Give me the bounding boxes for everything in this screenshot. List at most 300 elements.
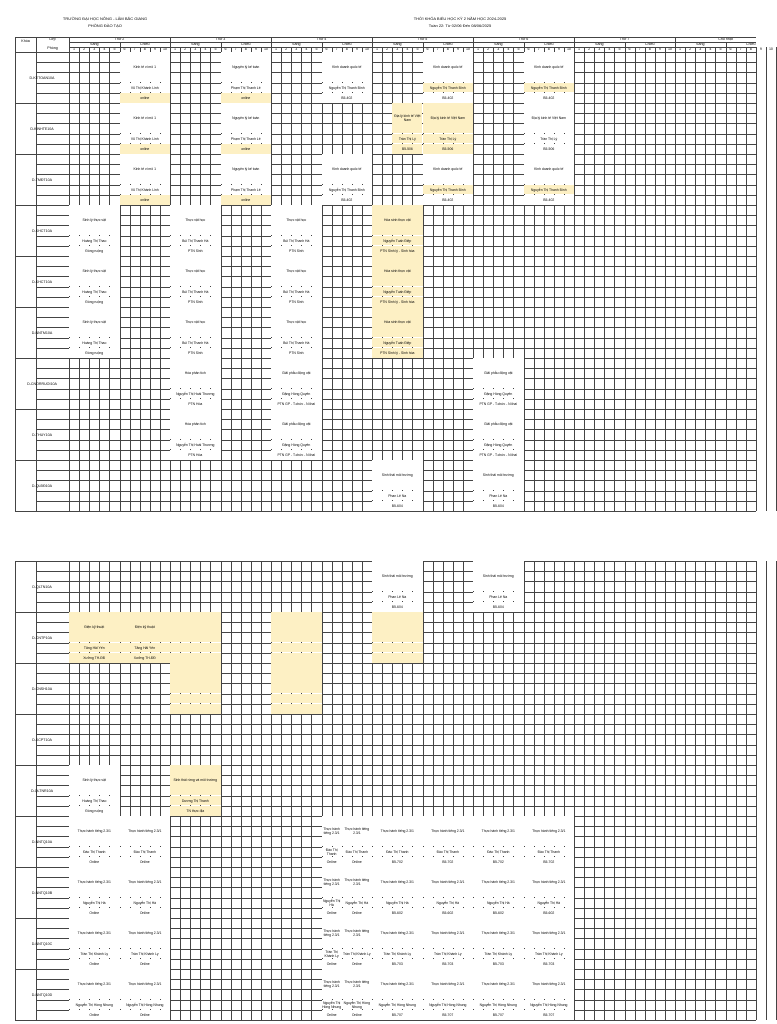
grid-line [614,47,615,511]
grid-line [352,47,353,511]
room-cell: PTN Sinh lý - Sinh hóa [372,348,423,357]
room-cell: Online [322,857,342,866]
room-cell: Online [342,908,372,917]
teacher-cell: Nguyễn Thị Hồng Nhung [343,1000,370,1009]
department-name: PHÒNG ĐÀO TẠO [88,23,122,28]
grid-line [36,724,756,725]
class-name: D-QLĐĐ10A [31,483,53,488]
room-cell: B5-402 [524,195,575,204]
subject-cell[interactable]: Thực hành tiếng 2.3/1 [423,867,474,897]
subject-cell[interactable]: Kinh doanh quốc tế [524,154,575,184]
grid-line [635,561,636,1020]
grid-line [766,561,767,1020]
subject-cell[interactable]: Thực hành tiếng 2.3/1 [423,969,474,999]
period-number: 3 [396,47,399,51]
session-afternoon: Chiều [746,42,756,46]
subject-cell[interactable]: Thực hành tiếng 2.3/1 [342,867,372,897]
subject-cell[interactable]: Thực hành tiếng 2.3/1 [322,816,342,846]
subject-cell[interactable]: Địa lý kinh tế Việt Nam [524,103,575,133]
room-cell: PTN Sinh [271,348,322,357]
room-cell: PTN Sinh [271,297,322,306]
room-cell: B5-707 [423,1010,474,1019]
period-number: 2 [487,47,490,51]
teacher-cell: Nguyễn Thị Thanh Bình [524,83,575,92]
grid-line [36,399,756,400]
subject-cell[interactable]: Nguyên lý kế toán [221,154,272,184]
teacher-cell: Hoàng Thị Thao [69,236,120,245]
teacher-cell: Trần Thị Lý [423,134,474,143]
grid-line [675,561,676,1020]
grid-line [36,440,756,441]
subject-cell[interactable]: Địa lý kinh tế Việt Nam [392,103,422,133]
period-number: 5 [618,47,621,51]
day-header: Thứ 2 [114,37,125,41]
subject-cell[interactable]: Địa lý kinh tế Việt Nam [423,103,474,133]
teacher-cell: Nguyễn Thị Hà [423,898,474,907]
subject-cell[interactable]: Hóa sinh thực vật [372,256,423,286]
subject-cell[interactable]: Thực hành tiếng 2.3/1 [120,918,171,948]
room-cell: PTN Sinh [170,246,221,255]
room-cell: B5-602 [372,908,423,917]
session-morning: Sáng [191,42,200,46]
grid-line [655,47,656,511]
subject-cell[interactable]: Điện kỹ thuật [120,612,171,642]
session-morning: Sáng [494,42,503,46]
grid-line [746,47,747,511]
teacher-cell: Nguyễn Thị Hoài Thương [170,440,221,449]
teacher-cell: Vũ Thị Khánh Linh [120,134,171,143]
teacher-cell: Nguyễn Thị Hà [473,898,524,907]
subject-cell[interactable]: Thực hành tiếng 2.3/1 [372,918,423,948]
subject-cell[interactable]: Thực hành tiếng 2.3/1 [372,816,423,846]
subject-cell[interactable] [372,612,423,642]
period-number: 1 [578,47,581,51]
subject-cell[interactable]: Thực hành tiếng 2.3/1 [322,918,342,948]
grid-line [36,745,756,746]
room-cell: B5-602 [524,908,575,917]
room-cell: Online [120,857,171,866]
subject-cell[interactable]: Kinh doanh quốc tế [322,52,373,82]
grid-line [705,561,706,1020]
grid-line [221,561,222,1020]
subject-cell[interactable]: Thực hành tiếng 2.3/1 [423,918,474,948]
room-cell: PTN GP - T.chức - N.thai [473,399,524,408]
teacher-cell: Nguyễn Thị Hồng Nhung [120,1000,171,1009]
subject-cell[interactable]: Thực hành tiếng 2.3/1 [69,969,120,999]
subject-cell[interactable]: Giải phẫu động vật [271,358,322,388]
period-number: 8 [446,47,449,51]
period-number: 7 [537,47,540,51]
grid-line [625,561,626,1020]
subject-cell[interactable]: Thực hành tiếng 2.3/1 [120,867,171,897]
subject-cell[interactable]: Nguyên lý kế toán [221,52,272,82]
room-cell: B5-703 [524,959,575,968]
period-number: 4 [709,47,712,51]
subject-cell[interactable]: Thực vật học [271,307,322,337]
room-cell: B5-506 [524,144,575,153]
class-name: D-CNORRUOI10A [27,381,57,386]
period-number: 2 [285,47,288,51]
teacher-cell: Trần Thị Lý [392,134,422,143]
room-cell: Online [120,1010,171,1019]
teacher-cell: Trần Thị Lý [524,134,575,143]
teacher-cell: Phạm Thị Thanh Lê [221,134,272,143]
subject-cell[interactable]: Kinh tế vi mô 1 [120,103,171,133]
subject-cell[interactable]: Thực hành tiếng 2.3/1 [524,816,575,846]
timetable-title: THỜI KHÓA BIỂU HỌC KỲ 2 NĂM HỌC 2024-2025 [413,16,507,21]
period-number: 3 [194,47,197,51]
subject-cell[interactable]: Sinh thái rừng và môi trường [170,765,221,795]
teacher-cell: Đào Thị Thanh [423,847,474,856]
subject-cell[interactable]: Sinh lý thực vật [69,307,120,337]
grid-line [362,47,363,511]
grid-line [736,47,737,511]
room-cell: B5-402 [322,93,373,102]
teacher-cell: Nguyễn Thị Hà [372,898,423,907]
grid-line [15,358,756,359]
teacher-cell: Nguyễn Thị Thanh Bình [423,185,474,194]
subject-cell[interactable]: Giải phẫu động vật [271,409,322,439]
room-cell: PTN Hóa [170,399,221,408]
room-cell [170,704,221,713]
session-afternoon: Chiều [140,42,150,46]
room-cell: Đồng ruộng [69,297,120,306]
teacher-cell: Trần Thị Khánh Ly [342,949,372,958]
period-number: 4 [507,47,510,51]
subject-cell[interactable]: Sinh lý thực vật [69,205,120,235]
teacher-cell: Trần Thị Khánh Ly [120,949,171,958]
teacher-cell: Đào Thị Thanh [372,847,423,856]
teacher-cell: Nguyễn Thị Hà [524,898,575,907]
class-name: D-CNTP10A [32,635,52,640]
period-number: 2 [83,47,86,51]
teacher-cell: Nguyễn Thị Thanh Bình [423,83,474,92]
subject-cell[interactable]: Nguyên lý kế toán [221,103,272,133]
period-number: 6 [628,47,631,51]
class-name: D-NNTQ10D [31,992,53,997]
period-number: 5 [517,47,520,51]
subject-cell[interactable] [170,663,221,693]
subject-cell[interactable]: Kinh doanh quốc tế [423,52,474,82]
room-cell: PTN Sinh [271,246,322,255]
subject-cell[interactable]: Thực hành tiếng 2.3/1 [69,867,120,897]
grid-line [15,663,756,664]
subject-cell[interactable]: Kinh tế vi mô 1 [120,52,171,82]
period-number: 9 [254,47,257,51]
room-cell: B5-402 [423,195,474,204]
room-cell: Xưởng TH-ĐĐ [69,653,120,662]
room-cell: B5-402 [322,195,373,204]
grid-line [635,47,636,511]
period-number: 2 [689,47,692,51]
subject-cell[interactable]: Giải phẫu động vật [473,409,524,439]
subject-cell[interactable]: Thực hành tiếng 2.3/1 [322,867,342,897]
grid-line [36,704,756,705]
grid-line [715,47,716,511]
grid-line [36,389,756,390]
teacher-cell: Nguyễn Thị Hồng Nhung [69,1000,120,1009]
room-cell [271,704,322,713]
subject-cell[interactable]: Hóa sinh thực vật [372,205,423,235]
room-cell: PTN Sinh [170,348,221,357]
subject-cell[interactable]: Thực hành tiếng 2.3/1 [423,816,474,846]
teacher-cell: Đào Thị Thanh [524,847,575,856]
room-cell: online [120,93,171,102]
room-cell: PTN GP - T.chức - N.thai [271,450,322,459]
room-cell: B5-506 [423,144,474,153]
period-number: 7 [638,47,641,51]
room-cell: Xưởng TH-ĐĐ [120,653,171,662]
period-number: 9 [557,47,560,51]
grid-line [231,561,232,1020]
class-name: D-KINHTE10A [30,126,54,131]
teacher-cell: Nguyễn Thị Hà [120,898,171,907]
grid-line [15,765,756,766]
teacher-cell: Phạm Thị Thanh Lê [221,185,272,194]
teacher-cell: Trần Thị Khánh Ly [69,949,120,958]
period-number: 5 [214,47,217,51]
period-number: 10 [263,47,268,51]
period-number: 9 [153,47,156,51]
subject-cell[interactable]: Thực hành tiếng 2.3/1 [342,816,372,846]
room-cell: Đồng ruộng [69,246,120,255]
subject-cell[interactable]: Sinh lý thực vật [69,765,120,795]
teacher-cell: Nguyễn Thị Hồng Nhung [423,1000,474,1009]
subject-cell[interactable]: Sinh thái môi trường [372,460,423,490]
grid-line [36,694,756,695]
subject-cell[interactable]: Hóa sinh thực vật [372,307,423,337]
room-cell: online [221,195,272,204]
teacher-cell: Tăng Hải Yến [120,643,171,652]
day-header: Thứ 7 [619,37,630,41]
period-number: 6 [426,47,429,51]
session-morning: Sáng [393,42,402,46]
room-cell: PTN GP - T.chức - N.thai [271,399,322,408]
grid-line [36,368,756,369]
teacher-cell: Nguyễn Thị Thanh Bình [322,83,373,92]
teacher-cell: Nguyễn Tuấn Điệp [372,287,423,296]
class-name: D-KCPT10A [32,737,52,742]
grid-line [36,419,756,420]
room-cell: B5-602 [473,908,524,917]
room-cell: B5-702 [372,857,423,866]
grid-line [241,561,242,1020]
teacher-cell: Phan Lê Na [372,491,423,500]
room-cell: online [120,144,171,153]
subject-cell[interactable]: Thực vật học [170,256,221,286]
subject-cell[interactable]: Thực vật học [271,256,322,286]
subject-cell[interactable]: Thực hành tiếng 2.3/1 [524,918,575,948]
session-afternoon: Chiều [645,42,655,46]
period-number: 1 [679,47,682,51]
subject-cell[interactable]: Thực hành tiếng 2.3/1 [473,816,524,846]
period-number: 1 [174,47,177,51]
room-cell: B5-402 [423,93,474,102]
grid-line [15,511,756,512]
session-morning: Sáng [292,42,301,46]
subject-cell[interactable]: Thực hành tiếng 2.3/1 [69,816,120,846]
teacher-cell: Vũ Thị Khánh Linh [120,185,171,194]
teacher-cell: Đào Thị Thanh [342,847,372,856]
subject-cell[interactable]: Thực hành tiếng 2.3/1 [524,867,575,897]
room-cell [170,653,221,662]
grid-line [36,450,756,451]
grid-line [715,561,716,1020]
teacher-cell: Bùi Thị Thanh Hà [271,236,322,245]
grid-line [36,806,756,807]
room-cell: Online [322,1010,342,1019]
class-name: D-NNTQ10B [31,890,53,895]
teacher-cell: Trần Thị Khánh Ly [524,949,575,958]
subject-cell[interactable]: Thực hành tiếng 2.3/1 [473,918,524,948]
teacher-cell: Bùi Thị Thanh Hà [271,338,322,347]
period-number: 6 [123,47,126,51]
grid-line [36,683,756,684]
grid-line [36,785,756,786]
teacher-cell: Bùi Thị Thanh Hà [170,338,221,347]
period-number: 3 [598,47,601,51]
day-header: Thứ 5 [417,37,428,41]
grid-line [584,561,585,1020]
room-cell: TN thực địa [170,806,221,815]
subject-cell[interactable]: Thực hành tiếng 2.3/1 [69,918,120,948]
grid-line [685,47,686,511]
teacher-cell: Đào Thị Thanh [69,847,120,856]
teacher-cell: Đào Thị Thanh [322,847,342,856]
teacher-cell: Hoàng Thị Thao [69,796,120,805]
class-name: D-KHCT10A [32,228,52,233]
teacher-cell [372,643,423,652]
week-range: Tuần 22: Từ 02/06 Đến 08/06/2025 [428,23,492,28]
teacher-cell: Bùi Thị Thanh Hà [170,236,221,245]
subject-cell[interactable] [271,612,322,642]
grid-line [36,378,756,379]
subject-cell[interactable]: Kinh doanh quốc tế [322,154,373,184]
day-header: Thứ 4 [316,37,327,41]
class-name: D-TMĐT10A [31,177,53,182]
subject-cell[interactable]: Giải phẫu động vật [473,358,524,388]
room-cell: Online [322,959,342,968]
subject-cell[interactable]: Thực vật học [271,205,322,235]
room-cell: B5-703 [473,959,524,968]
period-number: 6 [325,47,328,51]
period-number: 4 [305,47,308,51]
teacher-cell: Trần Thị Khánh Ly [473,949,524,958]
period-number: 6 [729,47,732,51]
subject-cell[interactable]: Sinh thái môi trường [372,561,423,591]
subject-cell[interactable]: Kinh doanh quốc tế [423,154,474,184]
class-name: D-KHCT10A [32,279,52,284]
subject-cell[interactable]: Kinh tế vi mô 1 [120,154,171,184]
subject-cell[interactable]: Thực hành tiếng 2.3/1 [342,969,372,999]
class-name: D-THUY10A [32,432,52,437]
room-cell: Online [69,959,120,968]
subject-cell[interactable]: Sinh thái môi trường [473,561,524,591]
class-name: D-KETOAN10A [29,75,55,80]
grid-line [726,561,727,1020]
grid-line [645,47,646,511]
subject-cell[interactable]: Thực hành tiếng 2.3/1 [473,867,524,897]
period-number: 10 [162,47,167,51]
subject-cell[interactable]: Sinh lý thực vật [69,256,120,286]
subject-cell[interactable]: Thực vật học [170,205,221,235]
grid-line [36,734,756,735]
subject-cell[interactable]: Thực hành tiếng 2.3/1 [322,969,342,999]
room-cell: B5-604 [372,602,423,611]
subject-cell[interactable]: Sinh thái môi trường [473,460,524,490]
period-number: 3 [93,47,96,51]
subject-cell[interactable]: Hóa phân tích [170,358,221,388]
class-name: D-CNSH10A [31,686,53,691]
timetable-sheet-2 [15,561,756,1024]
subject-cell[interactable]: Thực hành tiếng 2.3/1 [524,969,575,999]
teacher-cell: Nguyễn Thị Hồng Nhung [524,1000,575,1009]
room-cell: B5-604 [473,501,524,510]
room-cell: Online [120,908,171,917]
period-number: 3 [699,47,702,51]
period-number: 4 [608,47,611,51]
session-afternoon: Chiều [241,42,251,46]
subject-cell[interactable] [170,612,221,642]
grid-line [584,47,585,511]
class-name: D-QLTNR10A [30,788,54,793]
subject-cell[interactable]: Thực vật học [170,307,221,337]
grid-line [756,561,757,1020]
room-cell: Online [342,857,372,866]
grid-line [332,47,333,511]
grid-line [342,47,343,511]
period-number: 5 [315,47,318,51]
school-name: TRƯỜNG ĐẠI HỌC NÔNG - LÂM BẮC GIANG [62,16,148,21]
subject-cell[interactable]: Thực hành tiếng 2.3/1 [372,969,423,999]
teacher-cell: Bùi Thị Thanh Hà [170,287,221,296]
period-number: 2 [184,47,187,51]
teacher-cell: Đào Thị Thanh [473,847,524,856]
teacher-cell [271,694,322,703]
period-number: 4 [103,47,106,51]
period-number: 8 [749,47,752,51]
subject-cell[interactable]: Điện kỹ thuật [69,612,120,642]
class-name: D-NNTQ10C [31,941,53,946]
col-lop: Lớp [49,37,56,41]
subject-cell[interactable]: Hóa phân tích [170,409,221,439]
room-cell: Online [120,959,171,968]
room-cell: Online [69,1010,120,1019]
teacher-cell: Phan Lê Na [372,592,423,601]
subject-cell[interactable]: Kinh doanh quốc tế [524,52,575,82]
period-number: 10 [364,47,369,51]
period-number: 10 [768,47,773,51]
teacher-cell: Phan Lê Na [473,592,524,601]
day-header: Thứ 3 [215,37,226,41]
grid-line [746,561,747,1020]
room-cell: B5-702 [473,857,524,866]
subject-cell[interactable]: Thực hành tiếng 2.3/1 [342,918,372,948]
subject-cell[interactable]: Thực hành tiếng 2.3/1 [372,867,423,897]
period-number: 5 [113,47,116,51]
grid-line [736,561,737,1020]
room-cell: Đồng ruộng [69,348,120,357]
subject-cell[interactable]: Thực hành tiếng 2.3/1 [120,816,171,846]
subject-cell[interactable]: Thực hành tiếng 2.3/1 [473,969,524,999]
period-number: 8 [244,47,247,51]
subject-cell[interactable]: Thực hành tiếng 2.3/1 [120,969,171,999]
room-cell: B5-602 [423,908,474,917]
room-cell: PTN Sinh lý - Sinh hóa [372,246,423,255]
room-cell: B5-707 [372,1010,423,1019]
subject-cell[interactable] [271,663,322,693]
room-cell: Online [342,959,372,968]
